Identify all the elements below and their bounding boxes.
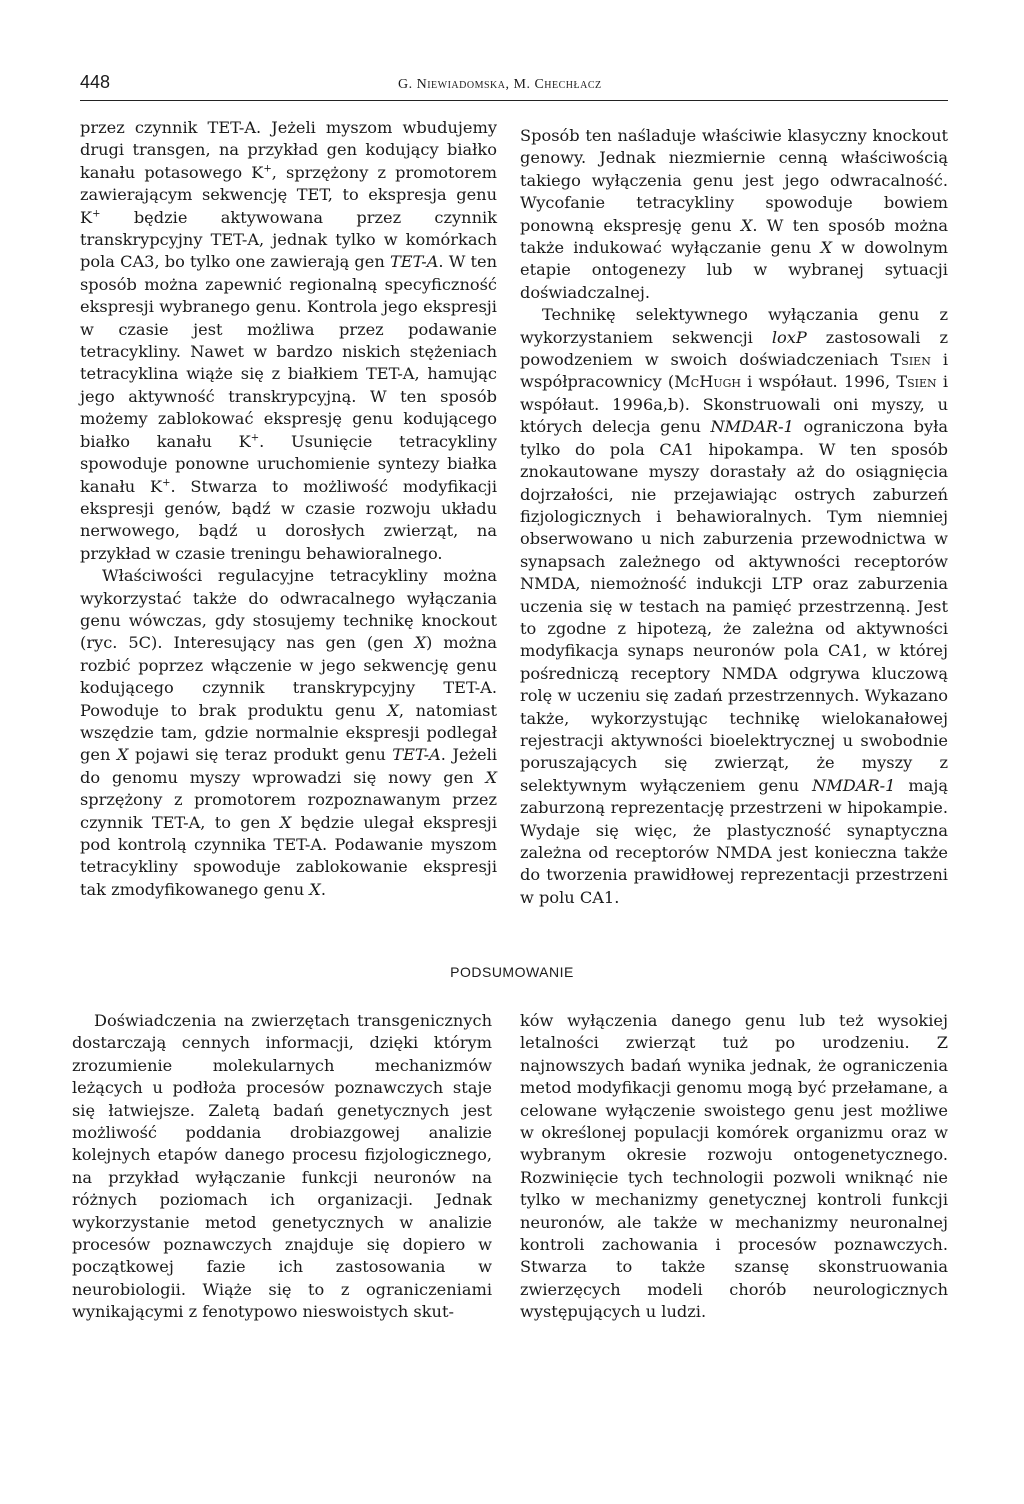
running-head-authors: G. Niewiadomska, M. Chechłacz — [398, 77, 602, 92]
summary-right-column — [520, 1010, 948, 1324]
right-paragraph-2: Technikę selektywnego wyłączania genu z wykorzystaniem sekwencji loxP zastosowali z powodzeniem w swoich doświadczeniach Tsien i współpracownicy (McHugh i współaut. 1996, Tsien i współaut. 1996a,b). Skonstruowali oni myszy, u których delecja genu NMDAR-1 ograniczona była tylko do pola CA1 hipokampa. W ten sposób znokautowane myszy dorastały aż do osiągnięcia dojrzałości, nie przejawiając ostrych zaburzeń fizjologicznych i behawioralnych. Tym niemniej obserwowano u nich zaburzenia przewodnictwa w synapsach zależnego od aktywności receptorów NMDA, niemożność indukcji LTP oraz zaburzenia uczenia się w testach na pamięć przestrzenną. Jest to zgodne z hipotezą, że zależna od aktywności modyfikacja synaps neuronów pola CA1, w której pośredniczą receptory NMDA odgrywa kluczową rolę w uczeniu się zadań przestrzennych. Wykazano także, wykorzystując technikę wielokanałowej rejestracji aktywności bioelektrycznej u swobodnie poruszających się zwierząt, że myszy z selektywnym wyłączeniem genu NMDAR-1 mają zaburzoną reprezentację przestrzeni w hipokampie. Wydaje się więc, że plastyczność synaptyczna zależna od receptorów NMDA jest konieczna także do tworzenia prawidłowej reprezentacji przestrzeni w polu CA1. — [520, 305, 948, 907]
page-number: 448 — [80, 72, 111, 92]
left-paragraph-2: Właściwości regulacyjne tetracykliny można wykorzystać także do odwracalnego wyłączania genu wówczas, gdy stosujemy technikę knockout (ryc. 5C). Interesujący nas gen (gen X) można rozbić poprzez włączenie w jego sekwencję genu kodującego czynnik transkrypcyjny TET-A. Powoduje to brak produktu genu X, natomiast wszędzie tam, gdzie normalnie ekspresji podlegał gen X pojawi się teraz produkt genu TET-A. Jeżeli do genomu myszy wprowadzi się nowy gen X sprzężony z promotorem rozpoznawanym przez czynnik TET-A, to gen X będzie ulegał ekspresji pod kontrolą czynnika TET-A. Podawanie myszom tetracykliny spowoduje zablokowanie ekspresji tak zmodyfikowanego genu X. — [80, 566, 497, 899]
left-paragraph-1: przez czynnik TET-A. Jeżeli myszom wbudujemy drugi transgen, na przykład gen kodujący białko kanału potasowego K+, sprzężony z promotorem zawierającym sekwencję TET, to ekspresja genu K+ będzie aktywowana przez czynnik transkrypcyjny TET-A, jednak tylko w komórkach pola CA3, bo tylko one zawierają gen TET-A. W ten sposób można zapewnić regionalną specyficzność ekspresji wybranego genu. Kontrola jego ekspresji w czasie jest możliwa przez podawanie tetracykliny. Nawet w bardzo niskich stężeniach tetracyklina wiąże się z białkiem TET-A, hamując jego aktywność transkrypcyjną. W ten sposób możemy zablokować ekspresję genu kodującego białko kanału K+. Usunięcie tetracykliny spowoduje ponowne uruchomienie syntezy białka kanału K+. Stwarza to możliwość modyfikacji ekspresji genów, bądź w czasie rozwoju układu nerwowego, bądź u dorosłych zwierząt, na przykład w czasie treningu behawioralnego. — [80, 118, 498, 563]
summary-left-column — [72, 1010, 492, 1324]
right-column — [520, 125, 948, 909]
left-column — [80, 117, 497, 901]
right-paragraph-1: Sposób ten naśladuje właściwie klasyczny knockout genowy. Jednak niezmiernie cenną właściwością takiego wyłączenia genu jest jego odwracalność. Wycofanie tetracykliny spowoduje bowiem ponowną ekspresję genu X. W ten sposób można także indukować wyłączanie genu X w dowolnym etapie ontogenezy lub w wybranej sytuacji doświadczalnej. — [520, 126, 948, 302]
summary-paragraph-right: ków wyłączenia danego genu lub też wysokiej letalności zwierząt tuż po urodzeniu. Z najnowszych badań wynika jednak, że ograniczenia metod modyfikacji genomu mogą być przełamane, a celowane wyłączenie swoistego genu jest możliwe w określonej populacji komórek organizmu oraz w wybranym okresie rozwoju ontogenetycznego. Rozwinięcie tych technologii pozwoli wniknąć nie tylko w mechanizmy genetycznej kontroli funkcji neuronów, ale także w mechanizmy neuronalnej kontroli zachowania i procesów poznawczych. Stwarza to także szansę skonstruowania zwierzęcych modeli chorób neurologicznych występujących u ludzi. — [520, 1011, 948, 1322]
section-heading: PODSUMOWANIE — [450, 964, 574, 980]
running-header — [80, 70, 948, 101]
summary-paragraph-left: Doświadczenia na zwierzętach transgenicznych dostarczają cennych informacji, dzięki którym zrozumienie molekularnych mechanizmów leżących u podłoża procesów poznawczych staje się łatwiejsze. Zaletą badań genetycznych jest możliwość poddania drobiazgowej analizie kolejnych etapów danego procesu fizjologicznego, na przykład wyłączanie funkcji neuronów na różnych poziomach ich organizacji. Jednak wykorzystanie metod genetycznych w analizie procesów poznawczych znajduje się dopiero w początkowej fazie ich zastosowania w neurobiologii. Wiąże się to z ograniczeniami wynikającymi z fenotypowo nieswoistych skut- — [72, 1011, 492, 1322]
